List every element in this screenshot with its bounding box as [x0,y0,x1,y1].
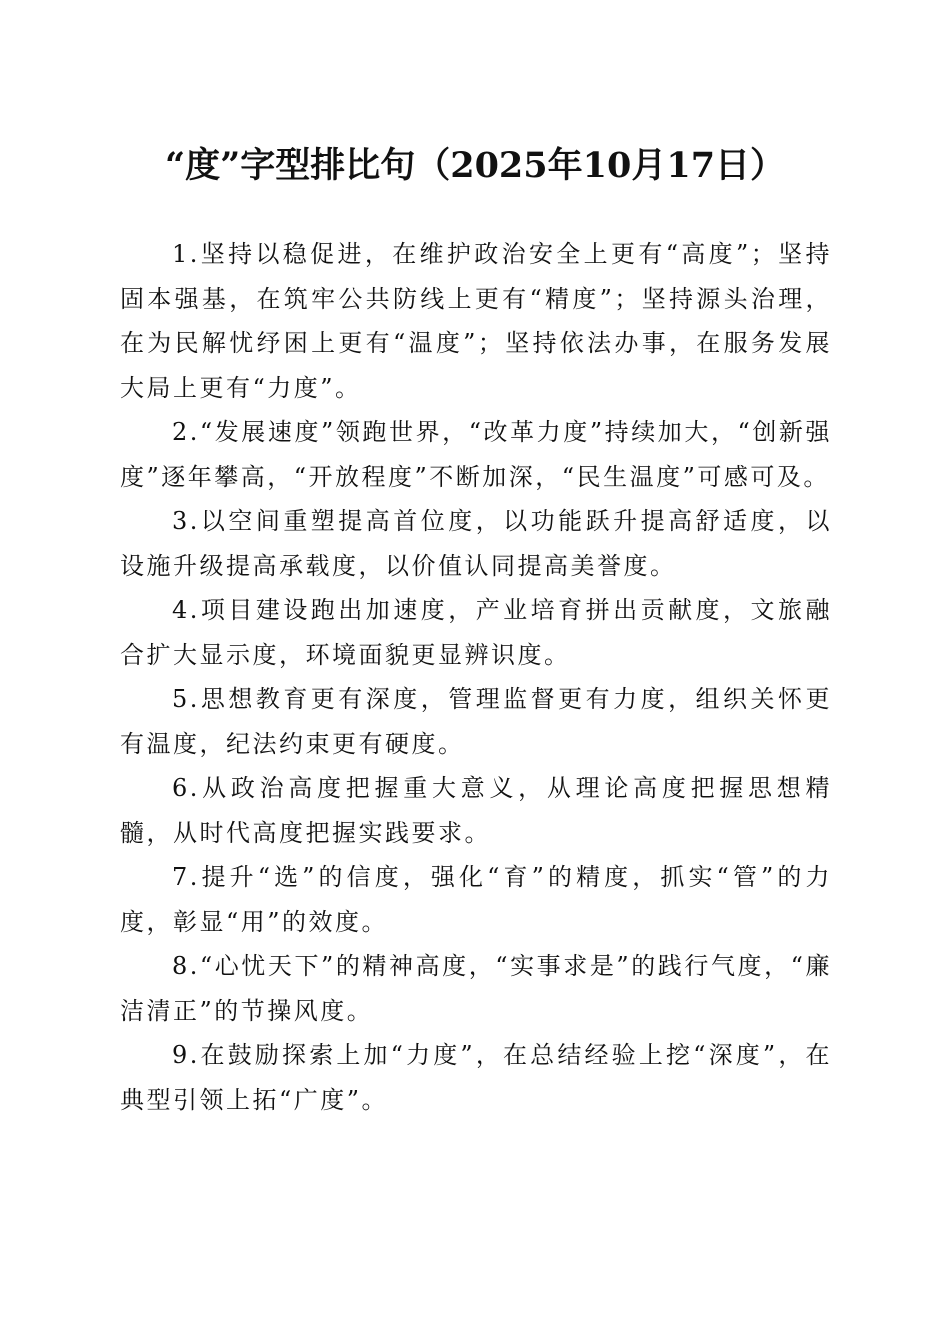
paragraph-5: 5.思想教育更有深度，管理监督更有力度，组织关怀更有温度，纪法约束更有硬度。 [120,685,832,758]
paragraph-9: 9.在鼓励探索上加“力度”，在总结经验上挖“深度”，在典型引领上拓“广度”。 [120,1041,832,1114]
document-body [120,232,832,1122]
paragraph-1: 1.坚持以稳促进，在维护政治安全上更有“高度”；坚持固本强基，在筑牢公共防线上更有“精度”；坚持源头治理，在为民解忧纾困上更有“温度”；坚持依法办事，在服务发展大局上更有“力度”。 [120,240,832,402]
paragraph-3: 3.以空间重塑提高首位度，以功能跃升提高舒适度，以设施升级提高承载度，以价值认同提高美誉度。 [120,507,832,580]
paragraph-2: 2.“发展速度”领跑世界，“改革力度”持续加大，“创新强度”逐年攀高，“开放程度”不断加深，“民生温度”可感可及。 [120,418,832,491]
document-title: “度”字型排比句（2025年10月17日） [164,145,786,186]
paragraph-6: 6.从政治高度把握重大意义，从理论高度把握思想精髓，从时代高度把握实践要求。 [120,774,832,847]
paragraph-8: 8.“心忧天下”的精神高度，“实事求是”的践行气度，“廉洁清正”的节操风度。 [120,952,832,1025]
paragraph-4: 4.项目建设跑出加速度，产业培育拼出贡献度，文旅融合扩大显示度，环境面貌更显辨识度。 [120,596,832,669]
paragraph-7: 7.提升“选”的信度，强化“育”的精度，抓实“管”的力度，彰显“用”的效度。 [120,863,832,936]
